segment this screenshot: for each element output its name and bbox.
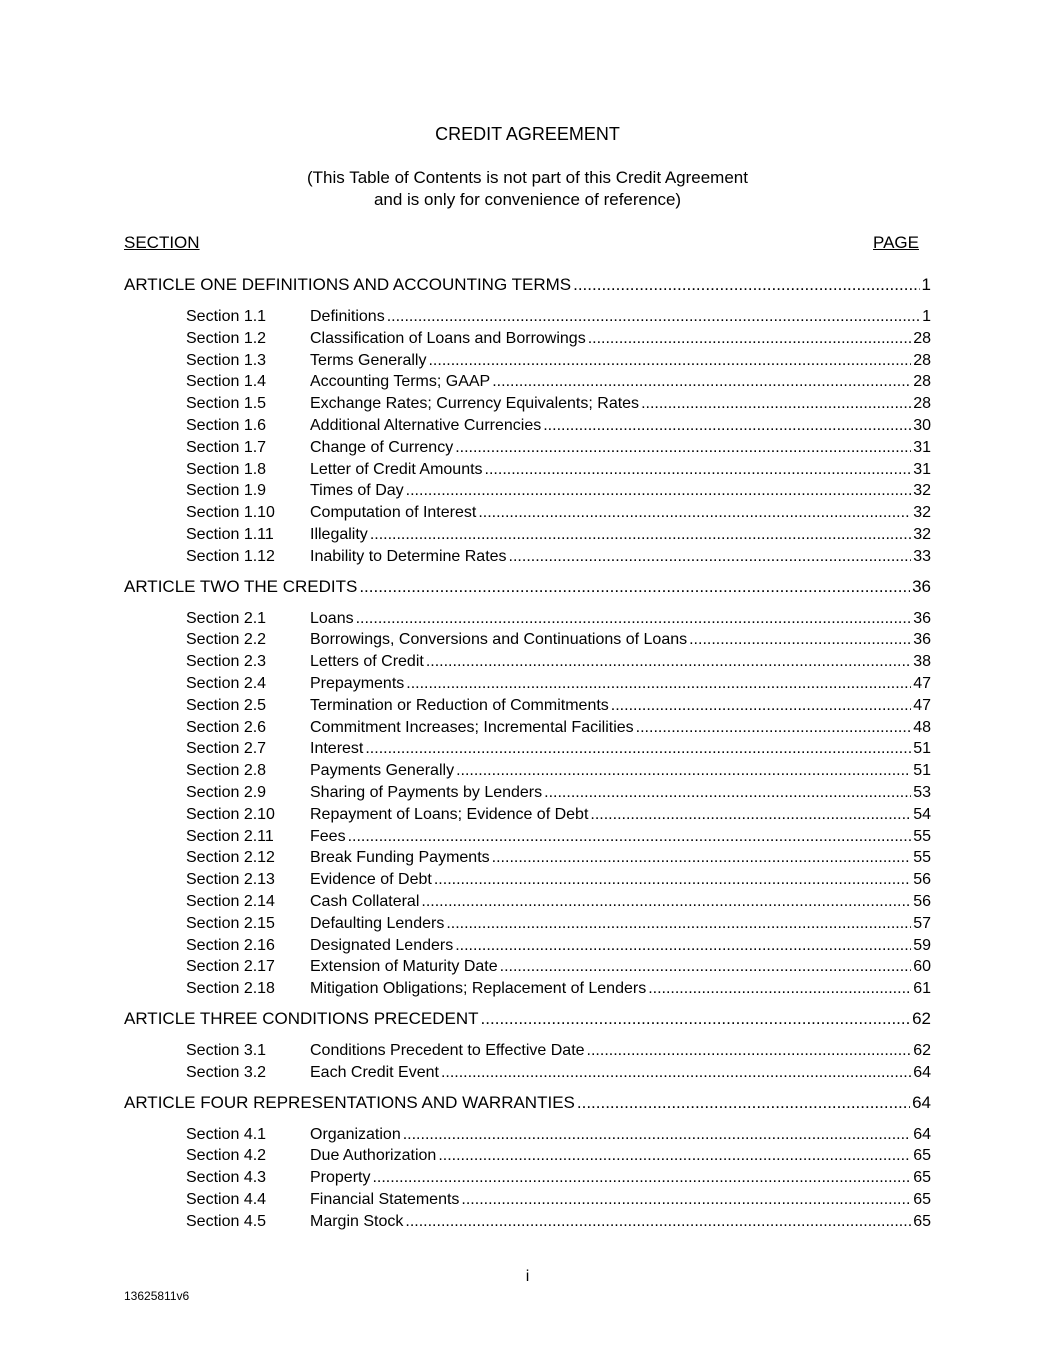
dot-leader [577, 1092, 910, 1114]
dot-leader [455, 437, 911, 459]
toc-section-row [124, 782, 931, 804]
section-title: Illegality [310, 525, 368, 543]
toc-note-line-1: (This Table of Contents is not part of this Credit Agreement [307, 168, 748, 187]
table-of-contents [124, 274, 931, 1240]
section-page: 64 [913, 1125, 931, 1143]
section-number: Section 2.16 [186, 936, 275, 954]
section-number: Section 2.5 [186, 696, 267, 714]
article-page: 62 [912, 1008, 931, 1028]
section-title: Designated Lenders [310, 936, 454, 954]
dot-leader [588, 328, 912, 350]
section-number: Section 4.3 [186, 1169, 267, 1187]
dot-leader [492, 371, 911, 393]
dot-leader [406, 673, 911, 695]
section-number: Section 2.3 [186, 653, 267, 671]
toc-section-row [124, 913, 931, 935]
toc-section-list [124, 1124, 931, 1233]
section-title: Break Funding Payments [310, 849, 490, 867]
section-title: Interest [310, 740, 364, 758]
section-title: Times of Day [310, 482, 404, 500]
section-number: Section 2.4 [186, 674, 267, 692]
dot-leader [481, 1008, 911, 1030]
toc-section-row [124, 306, 931, 328]
section-page: 33 [913, 547, 931, 565]
toc-article-row [124, 1092, 931, 1114]
toc-section-row [124, 1189, 931, 1211]
section-page: 36 [913, 631, 931, 649]
section-number: Section 1.11 [186, 525, 274, 543]
section-page: 56 [913, 892, 931, 910]
section-title: Financial Statements [310, 1190, 460, 1208]
section-page: 47 [913, 674, 931, 692]
toc-section-list [124, 1040, 931, 1084]
section-page: 55 [913, 827, 931, 845]
section-title: Conditions Precedent to Effective Date [310, 1041, 585, 1059]
section-title: Exchange Rates; Currency Equivalents; Rates [310, 395, 640, 413]
section-page: 32 [913, 525, 931, 543]
document-id: 13625811v6 [124, 1289, 190, 1303]
toc-section-row [124, 524, 931, 546]
section-page: 59 [913, 936, 931, 954]
toc-section-row [124, 673, 931, 695]
section-title: Inability to Determine Rates [310, 547, 507, 565]
dot-leader [387, 306, 920, 328]
toc-article-row [124, 1008, 931, 1030]
section-number: Section 2.1 [186, 609, 267, 627]
section-number: Section 2.2 [186, 631, 267, 649]
section-number: Section 2.7 [186, 740, 267, 758]
toc-section-row [124, 459, 931, 481]
section-page: 53 [913, 783, 931, 801]
toc-article-row [124, 274, 931, 296]
dot-leader [641, 393, 911, 415]
section-page: 31 [913, 460, 931, 478]
article-page: 64 [912, 1092, 931, 1112]
toc-section-row [124, 1167, 931, 1189]
dot-leader [438, 1145, 911, 1167]
dot-leader [543, 415, 911, 437]
section-title: Due Authorization [310, 1147, 437, 1165]
toc-section-row [124, 415, 931, 437]
section-title: Computation of Interest [310, 504, 477, 522]
dot-leader [348, 826, 912, 848]
section-page: 56 [913, 871, 931, 889]
section-page: 61 [913, 980, 931, 998]
section-number: Section 4.5 [186, 1212, 267, 1230]
section-page: 38 [913, 653, 931, 671]
section-title: Evidence of Debt [310, 871, 432, 889]
section-title: Extension of Maturity Date [310, 958, 498, 976]
section-title: Margin Stock [310, 1212, 404, 1230]
dot-leader [461, 1189, 911, 1211]
section-number: Section 1.9 [186, 482, 267, 500]
section-page: 48 [913, 718, 931, 736]
section-title: Repayment of Loans; Evidence of Debt [310, 805, 589, 823]
section-title: Additional Alternative Currencies [310, 416, 542, 434]
section-title: Accounting Terms; GAAP [310, 373, 491, 391]
toc-section-row [124, 695, 931, 717]
section-number: Section 2.12 [186, 849, 275, 867]
toc-section-row [124, 437, 931, 459]
section-page: 32 [913, 504, 931, 522]
section-page: 36 [913, 609, 931, 627]
toc-section-row [124, 1124, 931, 1146]
dot-leader [573, 274, 919, 296]
section-title: Classification of Loans and Borrowings [310, 329, 586, 347]
dot-leader [403, 1124, 911, 1146]
toc-section-row [124, 738, 931, 760]
toc-section-row [124, 978, 931, 1000]
section-number: Section 1.5 [186, 395, 267, 413]
section-page: 32 [913, 482, 931, 500]
section-number: Section 1.7 [186, 438, 267, 456]
section-title: Organization [310, 1125, 401, 1143]
article-title: ARTICLE FOUR REPRESENTATIONS AND WARRANTIES [124, 1092, 575, 1112]
dot-leader [478, 502, 911, 524]
toc-note-line-2: and is only for convenience of reference) [373, 190, 682, 209]
section-page: 64 [913, 1063, 931, 1081]
section-number: Section 2.9 [186, 783, 267, 801]
section-number: Section 2.17 [186, 958, 275, 976]
dot-leader [492, 847, 912, 869]
toc-section-row [124, 1145, 931, 1167]
section-number: Section 2.14 [186, 892, 275, 910]
section-page: 65 [913, 1169, 931, 1187]
dot-leader [455, 935, 911, 957]
dot-leader [372, 1167, 911, 1189]
section-number: Section 4.1 [186, 1125, 267, 1143]
dot-leader [406, 480, 912, 502]
toc-section-row [124, 629, 931, 651]
section-title: Fees [310, 827, 346, 845]
toc-article-row [124, 576, 931, 598]
page-number: i [525, 1268, 530, 1285]
section-title: Payments Generally [310, 762, 455, 780]
section-page: 62 [913, 1041, 931, 1059]
dot-leader [590, 804, 911, 826]
article-page: 36 [912, 576, 931, 596]
toc-section-row [124, 891, 931, 913]
dot-leader [434, 869, 911, 891]
section-number: Section 2.15 [186, 914, 275, 932]
dot-leader [359, 576, 910, 598]
section-page: 54 [913, 805, 931, 823]
toc-section-row [124, 1040, 931, 1062]
dot-leader [456, 760, 911, 782]
section-page: 57 [913, 914, 931, 932]
dot-leader [500, 956, 912, 978]
dot-leader [426, 651, 911, 673]
dot-leader [636, 717, 912, 739]
section-number: Section 2.13 [186, 871, 275, 889]
section-number: Section 3.2 [186, 1063, 267, 1081]
toc-section-row [124, 1062, 931, 1084]
section-page: 55 [913, 849, 931, 867]
section-number: Section 1.10 [186, 504, 275, 522]
toc-note [0, 167, 1055, 211]
toc-section-row [124, 869, 931, 891]
section-number: Section 4.2 [186, 1147, 267, 1165]
toc-section-row [124, 608, 931, 630]
section-title: Sharing of Payments by Lenders [310, 783, 543, 801]
dot-leader [405, 1211, 911, 1233]
column-header-page: PAGE [873, 233, 919, 252]
dot-leader [428, 350, 911, 372]
toc-section-row [124, 847, 931, 869]
section-title: Terms Generally [310, 351, 427, 369]
toc-section-row [124, 393, 931, 415]
dot-leader [689, 629, 911, 651]
dot-leader [587, 1040, 912, 1062]
document-title: CREDIT AGREEMENT [435, 124, 620, 144]
toc-section-row [124, 651, 931, 673]
toc-section-row [124, 1211, 931, 1233]
section-title: Termination or Reduction of Commitments [310, 696, 609, 714]
section-page: 28 [913, 351, 931, 369]
toc-section-row [124, 804, 931, 826]
toc-section-list [124, 608, 931, 1000]
toc-section-row [124, 480, 931, 502]
dot-leader [485, 459, 912, 481]
dot-leader [365, 738, 911, 760]
dot-leader [648, 978, 911, 1000]
dot-leader [611, 695, 911, 717]
section-title: Borrowings, Conversions and Continuations of Loans [310, 631, 688, 649]
section-page: 65 [913, 1147, 931, 1165]
toc-section-row [124, 717, 931, 739]
section-number: Section 2.11 [186, 827, 274, 845]
section-number: Section 1.8 [186, 460, 267, 478]
section-title: Commitment Increases; Incremental Facilities [310, 718, 634, 736]
article-title: ARTICLE ONE DEFINITIONS AND ACCOUNTING TERMS [124, 275, 572, 294]
section-title: Letter of Credit Amounts [310, 460, 483, 478]
section-title: Defaulting Lenders [310, 914, 445, 932]
section-title: Cash Collateral [310, 892, 420, 910]
section-number: Section 1.2 [186, 329, 267, 347]
article-page: 1 [921, 275, 931, 294]
section-page: 47 [913, 696, 931, 714]
section-title: Mitigation Obligations; Replacement of Lenders [310, 980, 647, 998]
section-page: 31 [913, 438, 931, 456]
section-page: 28 [913, 395, 931, 413]
section-number: Section 2.6 [186, 718, 267, 736]
section-title: Change of Currency [310, 438, 454, 456]
section-number: Section 2.10 [186, 805, 275, 823]
section-number: Section 2.18 [186, 980, 275, 998]
dot-leader [370, 524, 911, 546]
toc-section-row [124, 546, 931, 568]
toc-section-row [124, 502, 931, 524]
section-title: Prepayments [310, 674, 405, 692]
toc-section-row [124, 760, 931, 782]
toc-section-row [124, 826, 931, 848]
dot-leader [509, 546, 912, 568]
toc-section-row [124, 956, 931, 978]
dot-leader [421, 891, 911, 913]
toc-section-row [124, 935, 931, 957]
section-page: 51 [913, 740, 931, 758]
toc-section-row [124, 328, 931, 350]
section-number: Section 1.1 [186, 308, 267, 325]
article-title: ARTICLE TWO THE CREDITS [124, 576, 358, 596]
section-title: Loans [310, 609, 354, 627]
section-title: Letters of Credit [310, 653, 424, 671]
section-number: Section 1.3 [186, 351, 267, 369]
dot-leader [356, 608, 912, 630]
section-page: 28 [913, 373, 931, 391]
article-title: ARTICLE THREE CONDITIONS PRECEDENT [124, 1008, 479, 1028]
section-number: Section 1.4 [186, 373, 267, 391]
section-number: Section 1.12 [186, 547, 275, 565]
section-page: 65 [913, 1190, 931, 1208]
section-title: Each Credit Event [310, 1063, 439, 1081]
dot-leader [544, 782, 911, 804]
section-page: 30 [913, 416, 931, 434]
column-header-section: SECTION [124, 233, 200, 252]
section-title: Definitions [310, 308, 385, 325]
section-title: Property [310, 1169, 371, 1187]
toc-section-row [124, 371, 931, 393]
dot-leader [446, 913, 911, 935]
toc-section-list [124, 306, 931, 568]
section-number: Section 4.4 [186, 1190, 267, 1208]
section-page: 28 [913, 329, 931, 347]
dot-leader [441, 1062, 911, 1084]
section-number: Section 1.6 [186, 416, 267, 434]
section-number: Section 3.1 [186, 1041, 267, 1059]
section-number: Section 2.8 [186, 762, 267, 780]
toc-section-row [124, 350, 931, 372]
section-page: 1 [922, 308, 931, 325]
section-page: 65 [913, 1212, 931, 1230]
section-page: 51 [913, 762, 931, 780]
section-page: 60 [913, 958, 931, 976]
